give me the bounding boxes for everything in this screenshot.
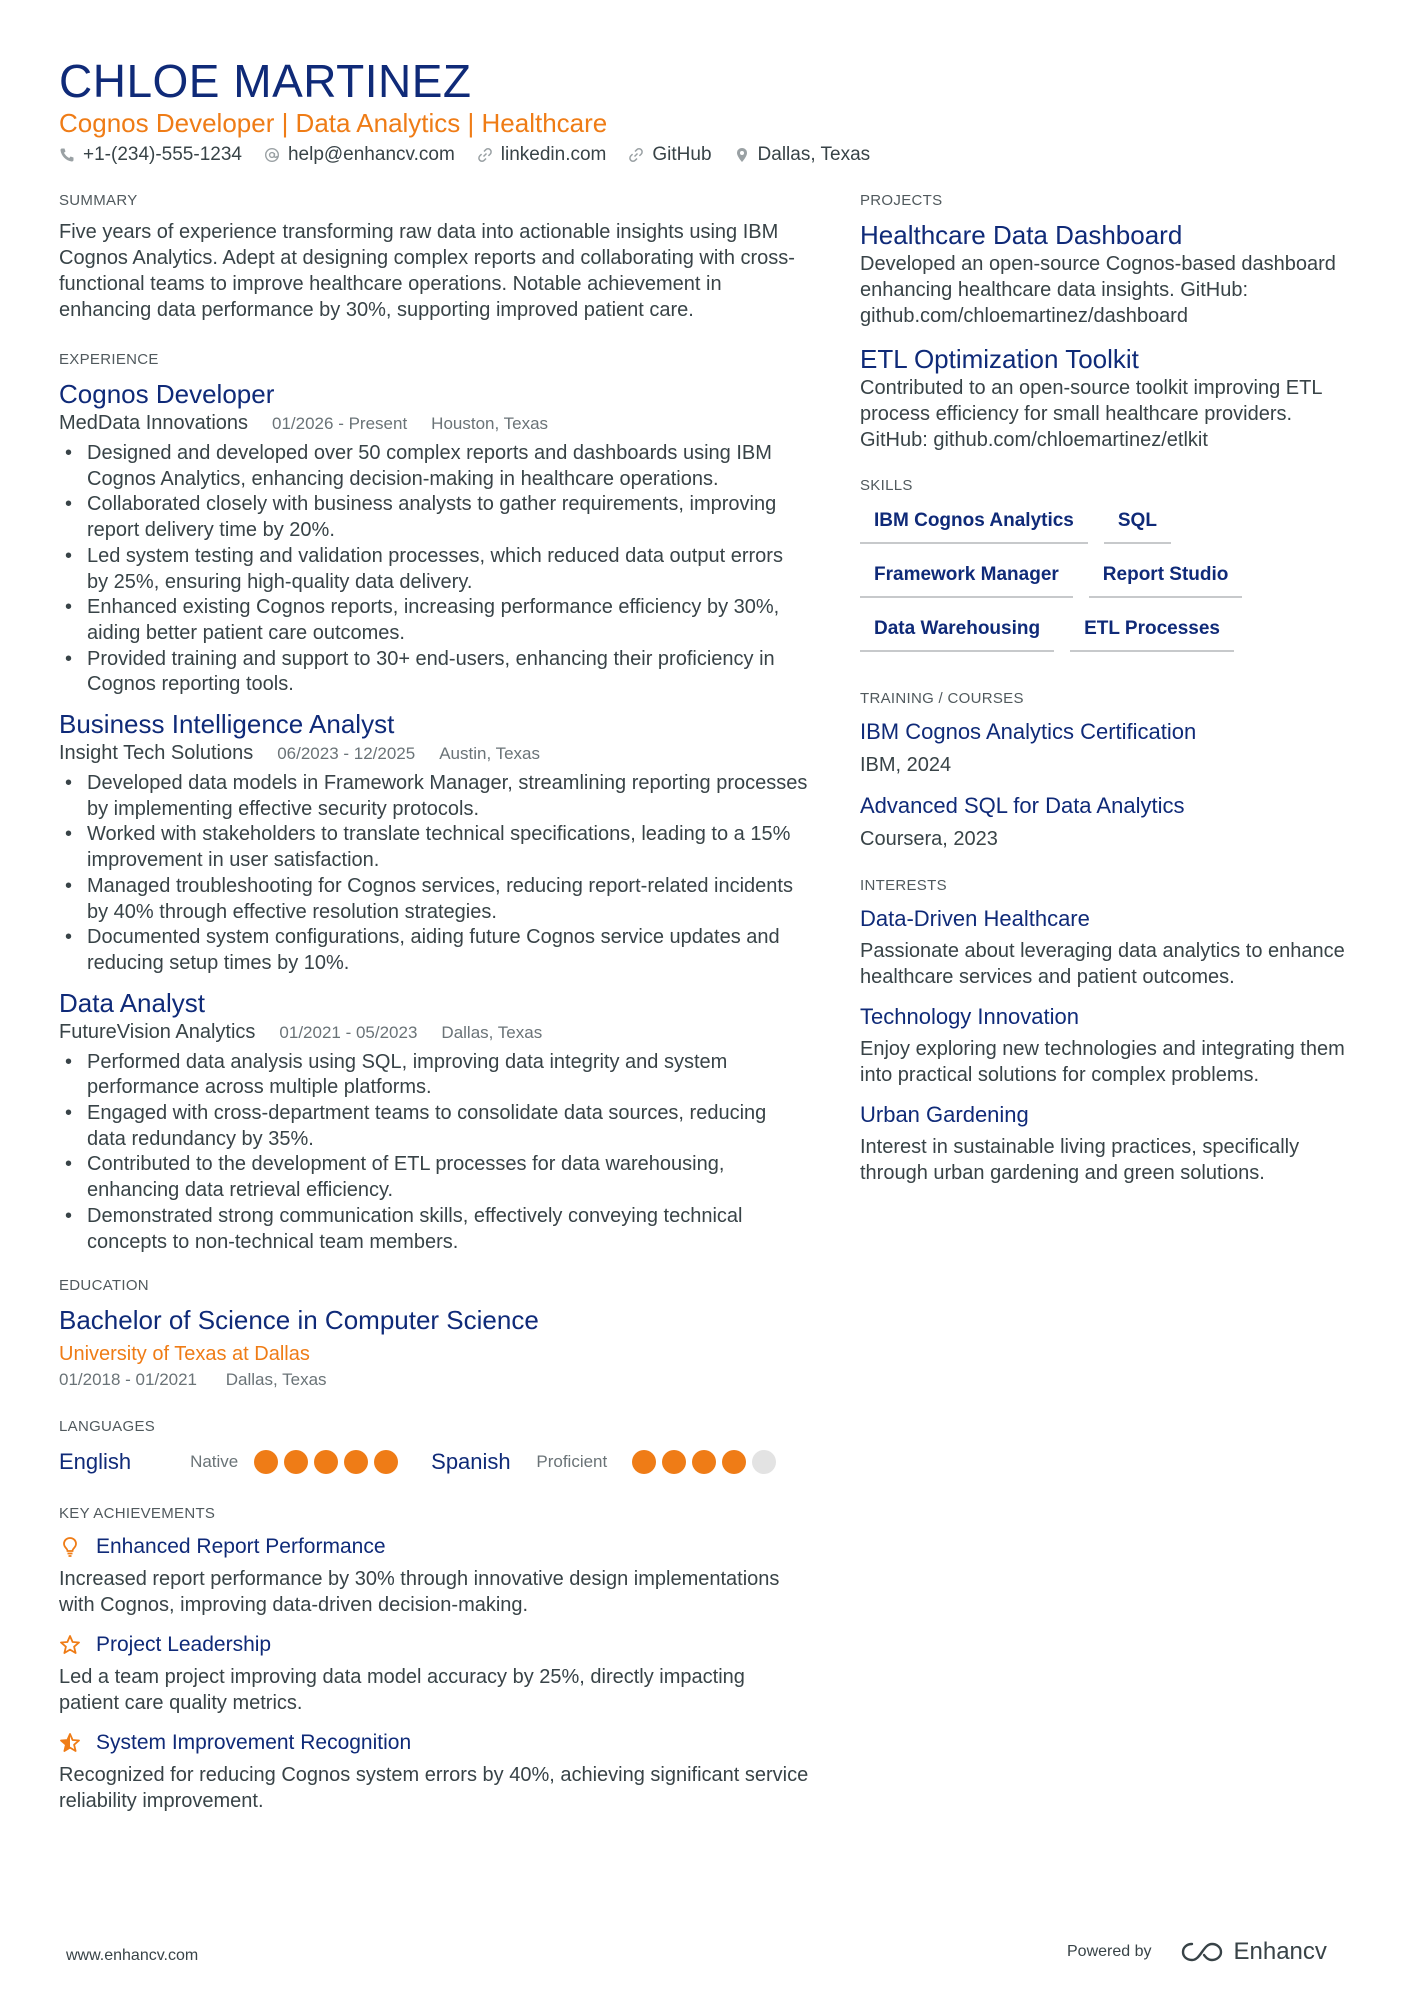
language-rating <box>254 1450 431 1474</box>
education-degree: Bachelor of Science in Computer Science <box>59 1305 539 1336</box>
language-level: Proficient <box>536 1452 608 1472</box>
email-text: help@enhancv.com <box>287 144 455 165</box>
phone-icon <box>59 147 75 163</box>
star-half-icon <box>59 1732 81 1754</box>
job-bullet: • Designed and developed over 50 complex reports and dashboards using IBM Cognos Analytics, enhancing decision-making in healthcare operations. <box>59 441 809 492</box>
job-bullet: • Documented system configurations, aiding future Cognos service updates and reducing setup times by 10%. <box>59 925 809 976</box>
left-column <box>59 192 809 1836</box>
job-bullet: • Provided training and support to 30+ end-users, enhancing their proficiency in Cognos reporting tools. <box>59 647 809 698</box>
language-name: Spanish <box>431 1449 511 1475</box>
headline: Cognos Developer | Data Analytics | Healthcare <box>59 108 608 138</box>
achievements-section <box>59 1505 809 1814</box>
location-pin-icon <box>734 147 750 163</box>
job-company: FutureVision Analytics <box>59 1020 256 1043</box>
contact-linkedin[interactable] <box>477 144 607 166</box>
job-bullet: • Engaged with cross-department teams to consolidate data sources, reducing data redundancy by 35%. <box>59 1101 809 1152</box>
skill-tag: SQL <box>1104 504 1171 544</box>
contact-phone[interactable] <box>59 144 242 166</box>
job-bullet: • Contributed to the development of ETL processes for data warehousing, enhancing data retrieval efficiency. <box>59 1152 809 1203</box>
job-bullets <box>59 771 809 977</box>
job-title: Data Analyst <box>59 987 205 1018</box>
interest-item <box>860 1002 1360 1088</box>
project-title: Healthcare Data Dashboard <box>860 220 1183 250</box>
language-name: English <box>59 1449 132 1475</box>
skill-tag: IBM Cognos Analytics <box>860 504 1088 544</box>
skills-list <box>860 504 1300 666</box>
education-school: University of Texas at Dallas <box>59 1343 310 1366</box>
languages-row <box>59 1445 809 1479</box>
contact-email[interactable] <box>264 144 455 166</box>
job-location: Houston, Texas <box>431 414 549 433</box>
achievement-description: Recognized for reducing Cognos system errors by 40%, achieving significant service reliability improvement. <box>59 1764 809 1813</box>
candidate-name: CHLOE MARTINEZ <box>59 55 472 107</box>
job-bullets <box>59 441 809 698</box>
interest-description: Enjoy exploring new technologies and integrating them into practical solutions for complex problems. <box>860 1038 1345 1086</box>
job-bullet: • Demonstrated strong communication skills, effectively conveying technical concepts to non-technical team members. <box>59 1204 809 1255</box>
achievement-title: System Improvement Recognition <box>96 1731 412 1755</box>
job-meta <box>59 740 809 767</box>
job-location: Dallas, Texas <box>441 1022 543 1042</box>
rating-dot-filled <box>692 1450 716 1474</box>
right-column <box>860 192 1360 1208</box>
rating-dot-filled <box>314 1450 338 1474</box>
enhancv-brand-text: Enhancv <box>1233 1938 1327 1965</box>
footer-website[interactable]: www.enhancv.com <box>66 1947 199 1964</box>
project-item <box>860 343 1360 453</box>
job-entry <box>59 708 809 977</box>
job-bullet: • Performed data analysis using SQL, improving data integrity and system performance across multiple platforms. <box>59 1050 809 1101</box>
rating-dot-empty <box>752 1450 776 1474</box>
achievement-header <box>59 1728 809 1758</box>
link-icon <box>477 147 493 163</box>
skills-heading: SKILLS <box>860 477 913 494</box>
job-title: Business Intelligence Analyst <box>59 709 395 740</box>
achievement-title: Project Leadership <box>96 1633 272 1657</box>
summary-text: Five years of experience transforming raw data into actionable insights using IBM Cognos Analytics. Adept at designing complex reports and collaborating with cross-functional teams to improve healthcare operations. Notable achievement in enhancing data performance by 30%, supporting improved patient care. <box>59 221 795 321</box>
at-icon <box>264 147 280 163</box>
education-section <box>59 1277 809 1392</box>
language-level: Native <box>190 1452 239 1472</box>
job-bullets <box>59 1050 809 1256</box>
languages-section <box>59 1418 809 1479</box>
achievement-item <box>59 1728 809 1814</box>
location-text: Dallas, Texas <box>757 144 871 165</box>
rating-dot-filled <box>662 1450 686 1474</box>
job-bullet: • Developed data models in Framework Manager, streamlining reporting processes by implementing effective security protocols. <box>59 771 809 822</box>
github-link-icon <box>628 147 644 163</box>
experience-heading: EXPERIENCE <box>59 351 159 368</box>
job-meta <box>59 1019 809 1046</box>
education-dates: 01/2018 - 01/2021 <box>59 1370 198 1390</box>
project-item <box>860 219 1360 329</box>
phone-text: +1-(234)-555-1234 <box>83 144 242 165</box>
contact-location <box>734 144 871 166</box>
footer-branding <box>1067 1938 1327 1966</box>
job-location: Austin, Texas <box>439 744 541 764</box>
training-section <box>860 690 1360 853</box>
experience-section <box>59 351 809 1255</box>
interests-heading: INTERESTS <box>860 877 947 894</box>
achievements-heading: KEY ACHIEVEMENTS <box>59 1505 216 1523</box>
linkedin-text: linkedin.com <box>500 144 607 165</box>
rating-dot-filled <box>722 1450 746 1474</box>
job-entry <box>59 378 809 698</box>
skill-tag: ETL Processes <box>1070 612 1234 652</box>
achievement-title: Enhanced Report Performance <box>96 1535 386 1559</box>
job-company: MedData Innovations <box>59 412 249 434</box>
interest-title: Data-Driven Healthcare <box>860 906 1090 931</box>
project-description: Developed an open-source Cognos-based dashboard enhancing healthcare data insights. GitHub: github.com/chloemartinez/dashboard <box>860 253 1336 327</box>
job-entry <box>59 987 809 1256</box>
languages-heading: LANGUAGES <box>59 1418 156 1436</box>
education-heading: EDUCATION <box>59 1277 149 1295</box>
rating-dot-filled <box>254 1450 278 1474</box>
job-dates: 01/2026 - Present <box>272 414 408 433</box>
language-rating <box>632 1450 809 1474</box>
summary-heading: SUMMARY <box>59 192 138 209</box>
achievement-description: Increased report performance by 30% through innovative design implementations with Cognos, improving data-driven decision-making. <box>59 1568 780 1617</box>
projects-heading: PROJECTS <box>860 192 943 209</box>
course-title: IBM Cognos Analytics Certification <box>860 719 1197 744</box>
summary-section <box>59 192 809 323</box>
job-dates: 06/2023 - 12/2025 <box>277 744 416 764</box>
lightbulb-icon <box>59 1536 81 1558</box>
project-title: ETL Optimization Toolkit <box>860 344 1139 374</box>
rating-dot-filled <box>284 1450 308 1474</box>
rating-dot-filled <box>632 1450 656 1474</box>
rating-dot-filled <box>344 1450 368 1474</box>
job-title: Cognos Developer <box>59 379 275 409</box>
interest-title: Urban Gardening <box>860 1102 1029 1127</box>
achievement-item <box>59 1630 809 1716</box>
job-bullet: • Enhanced existing Cognos reports, increasing performance efficiency by 30%, aiding better patient care outcomes. <box>59 595 809 646</box>
github-text: GitHub <box>652 144 712 165</box>
education-location: Dallas, Texas <box>225 1370 327 1390</box>
contact-bar <box>59 144 892 166</box>
interest-description: Passionate about leveraging data analytics to enhance healthcare services and patient outcomes. <box>860 940 1345 988</box>
job-bullet: • Led system testing and validation processes, which reduced data output errors by 25%, ensuring high-quality data delivery. <box>59 544 809 595</box>
contact-github[interactable] <box>628 144 711 166</box>
job-bullet: • Managed troubleshooting for Cognos services, reducing report-related incidents by 40% through effective resolution strategies. <box>59 874 809 925</box>
rating-dot-filled <box>374 1450 398 1474</box>
job-dates: 01/2021 - 05/2023 <box>279 1022 418 1042</box>
interest-item <box>860 904 1360 990</box>
project-description: Contributed to an open-source toolkit improving ETL process efficiency for small healthcare providers. GitHub: github.com/chloemartinez/etlkit <box>860 377 1322 451</box>
interest-title: Technology Innovation <box>860 1004 1079 1029</box>
job-bullet: • Collaborated closely with business analysts to gather requirements, improving report delivery time by 20%. <box>59 492 809 543</box>
course-org: IBM, 2024 <box>860 754 952 776</box>
achievement-item <box>59 1532 809 1618</box>
course-item <box>860 791 1360 853</box>
powered-by-text: Powered by <box>1067 1943 1152 1960</box>
star-outline-icon <box>59 1634 81 1656</box>
job-meta <box>59 410 809 437</box>
skill-tag: Framework Manager <box>860 558 1073 598</box>
skill-tag: Data Warehousing <box>860 612 1054 652</box>
enhancv-logo[interactable] <box>1180 1938 1327 1966</box>
interests-section <box>860 877 1360 1186</box>
skills-section <box>860 477 1360 666</box>
achievement-header <box>59 1532 809 1562</box>
course-org: Coursera, 2023 <box>860 828 998 850</box>
course-item <box>860 717 1360 779</box>
training-heading: TRAINING / COURSES <box>860 690 1024 707</box>
job-bullet: • Worked with stakeholders to translate technical specifications, leading to a 15% improvement in user satisfaction. <box>59 822 809 873</box>
education-meta <box>59 1368 809 1392</box>
enhancv-logo-icon <box>1180 1940 1224 1964</box>
achievement-description: Led a team project improving data model accuracy by 25%, directly impacting patient care quality metrics. <box>59 1666 745 1715</box>
course-title: Advanced SQL for Data Analytics <box>860 793 1185 818</box>
interest-description: Interest in sustainable living practices, specifically through urban gardening and green solutions. <box>860 1136 1300 1184</box>
job-company: Insight Tech Solutions <box>59 742 254 765</box>
interest-item <box>860 1100 1360 1186</box>
projects-section <box>860 192 1360 453</box>
achievement-header <box>59 1630 809 1660</box>
skill-tag: Report Studio <box>1089 558 1243 598</box>
